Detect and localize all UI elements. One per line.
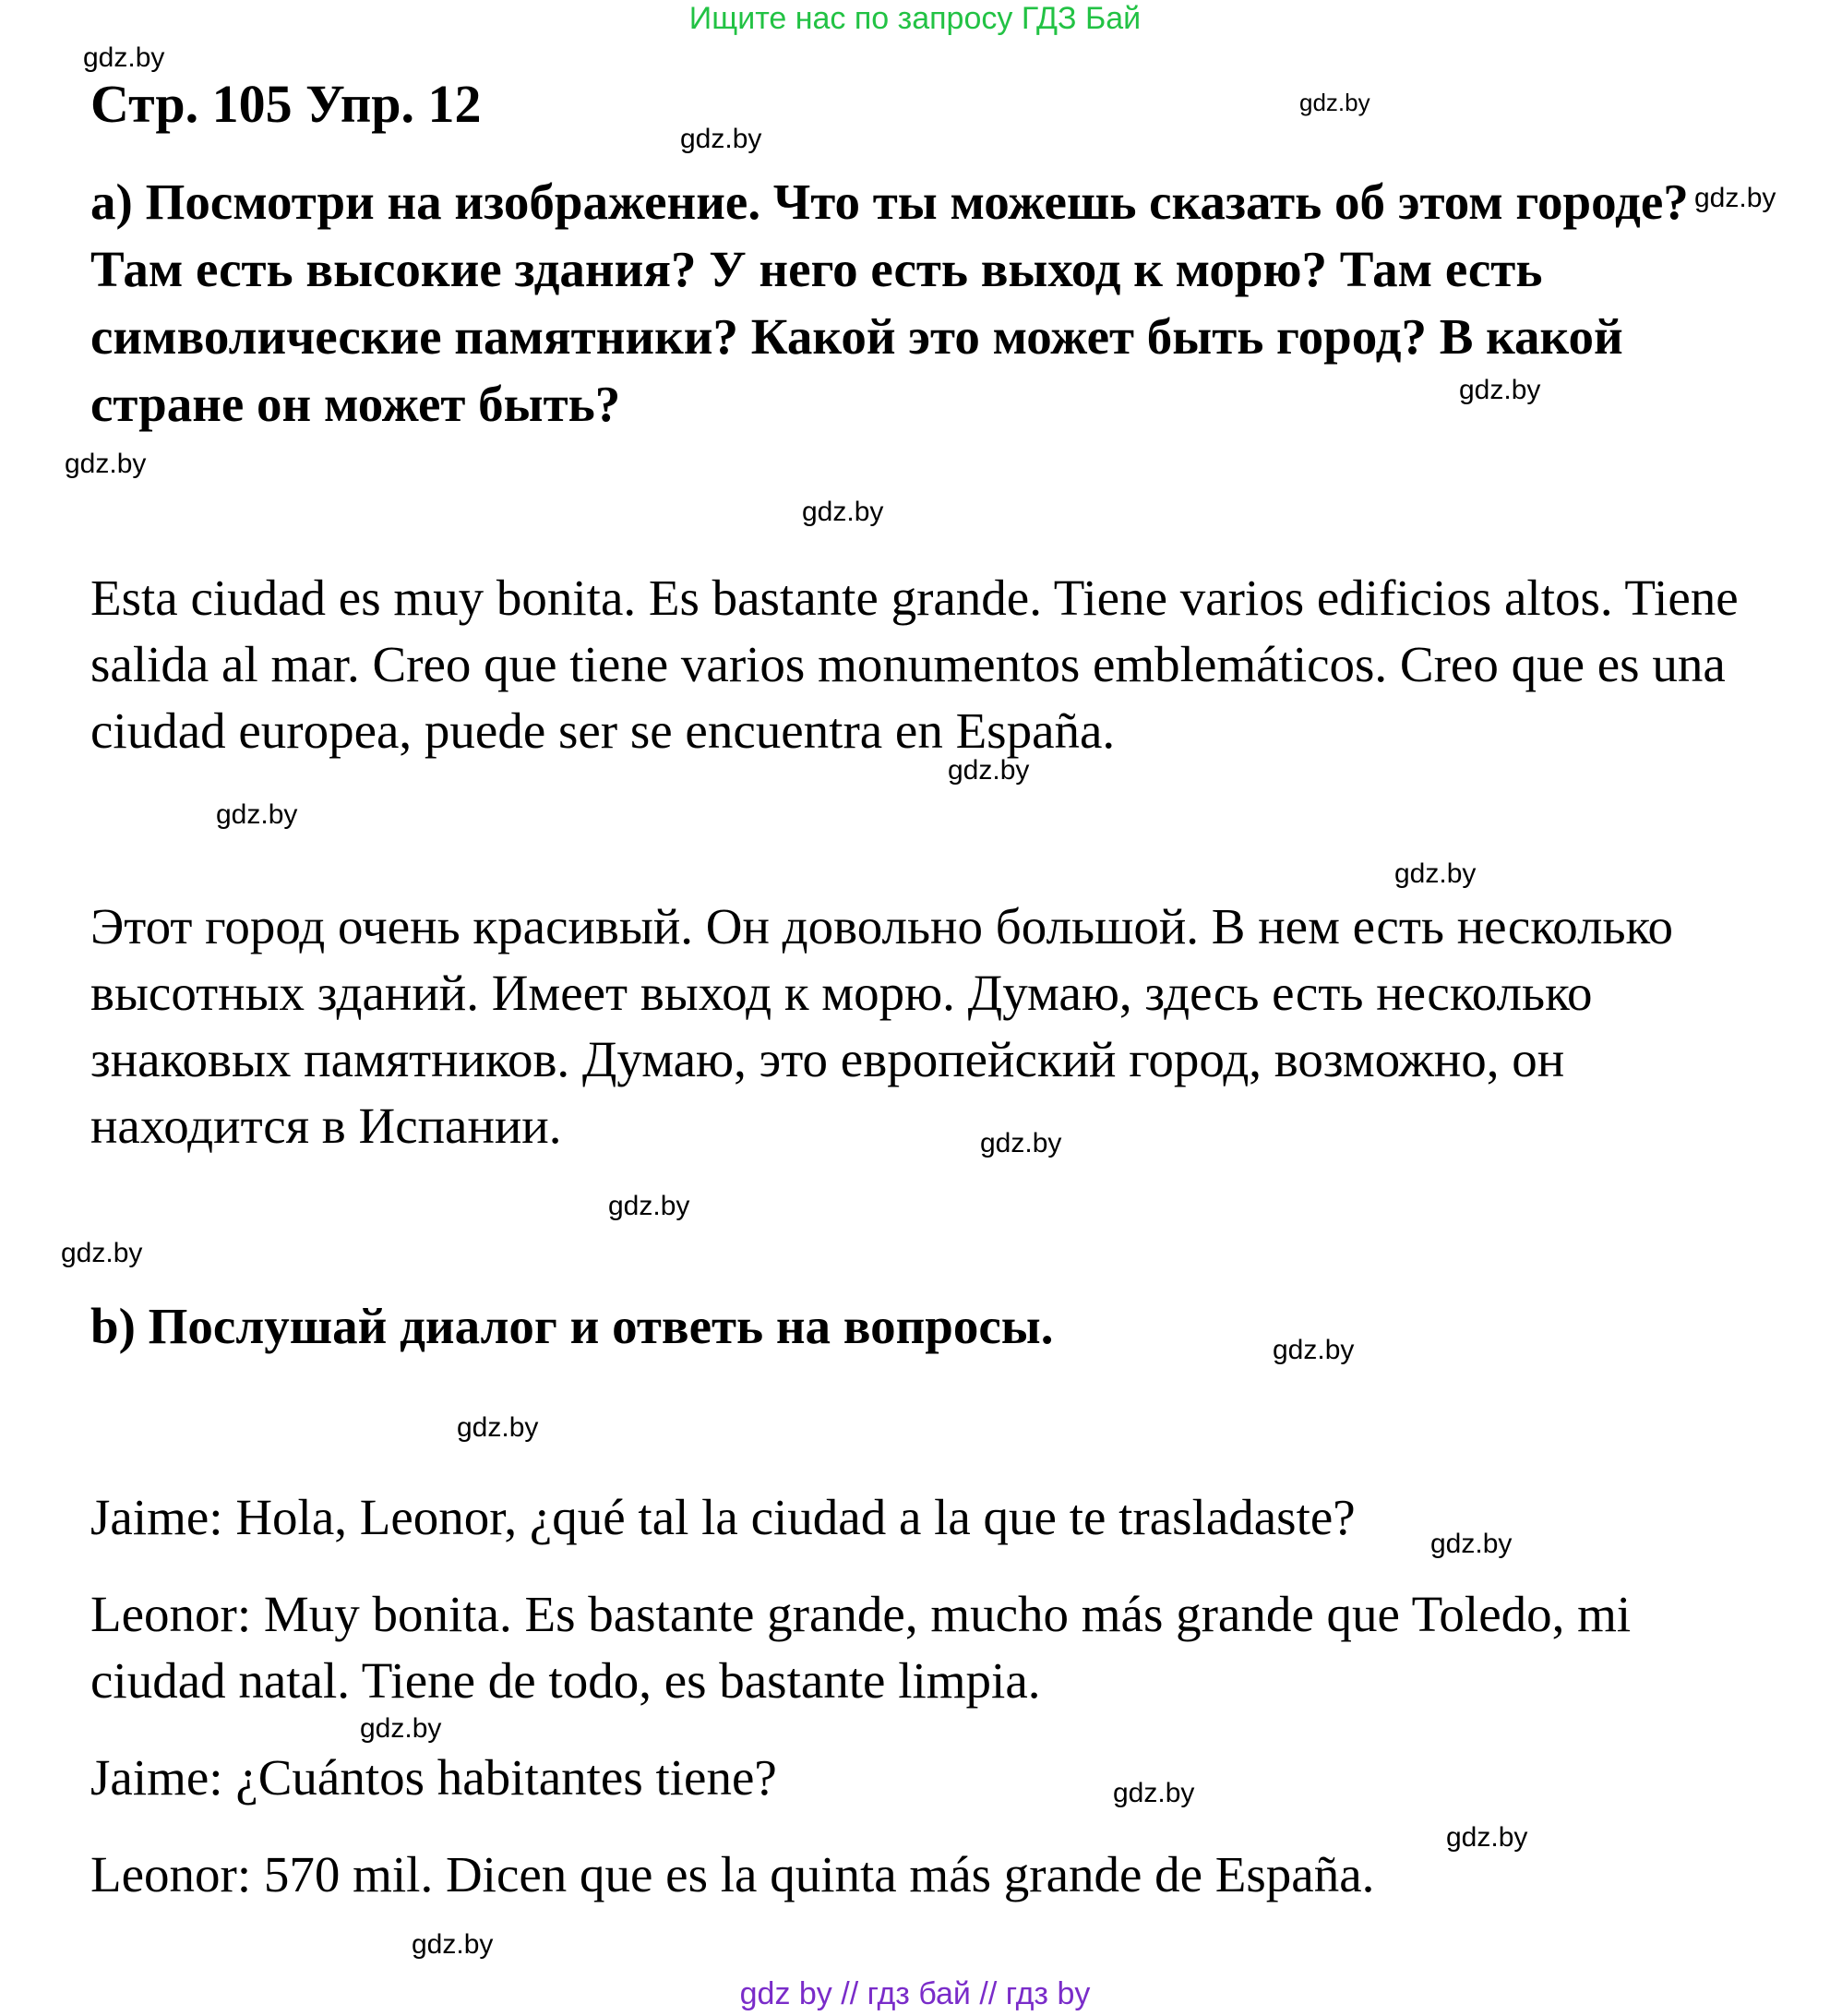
watermark: gdz.by xyxy=(980,1128,1062,1158)
dialogue-line: Leonor: 570 mil. Dicen que es la quinta más grande de España. xyxy=(90,1846,1375,1902)
watermark: gdz.by xyxy=(1430,1529,1513,1559)
watermark: gdz.by xyxy=(412,1929,494,1960)
watermark: gdz.by xyxy=(608,1191,690,1221)
watermark: gdz.by xyxy=(360,1713,442,1744)
task-b-heading: b) Послушай диалог и ответь на вопросы. xyxy=(90,1298,1054,1354)
watermark: gdz.by xyxy=(1446,1822,1528,1853)
task-a-heading: a) Посмотри на изображение. Что ты можешь сказать об этом городе? Там есть высокие здания? У него есть выход к морю? Там есть символические памятники? Какой это может быть город? В какой стране он может быть? xyxy=(90,174,1689,432)
watermark: gdz.by xyxy=(61,1238,143,1268)
watermark: gdz.by xyxy=(1273,1335,1355,1365)
watermark: gdz.by xyxy=(1459,375,1541,405)
dialogue-line: Jaime: ¿Cuántos habitantes tiene? xyxy=(90,1749,777,1806)
watermark: gdz.by xyxy=(1694,183,1776,213)
watermark: gdz.by xyxy=(680,124,762,154)
dialogue-line: Jaime: Hola, Leonor, ¿qué tal la ciudad a la que te trasladaste? xyxy=(90,1489,1356,1545)
dialogue-line: Leonor: Muy bonita. Es bastante grande, mucho más grande que Toledo, mi ciudad natal. Tiene de todo, es bastante limpia. xyxy=(90,1586,1632,1709)
promo-banner: Ищите нас по запросу ГДЗ Бай xyxy=(688,1,1142,36)
watermark: gdz.by xyxy=(948,755,1030,786)
watermark: gdz.by xyxy=(802,497,884,527)
answer-spanish: Esta ciudad es muy bonita. Es bastante grande. Tiene varios edificios altos. Tiene salida al mar. Creo que tiene varios monumentos emblemáticos. Creo que es una ciudad europea, puede ser se encuentra en España. xyxy=(90,570,1739,759)
watermark: gdz.by xyxy=(65,449,147,479)
watermark: gdz.by xyxy=(1394,858,1477,889)
watermark: gdz.by xyxy=(1113,1778,1195,1808)
page-title: Стр. 105 Упр. 12 xyxy=(90,74,482,134)
watermark: gdz.by xyxy=(1299,89,1370,116)
answer-russian: Этот город очень красивый. Он довольно большой. В нем есть несколько высотных зданий. Имеет выход к морю. Думаю, здесь есть несколько знаковых памятников. Думаю, это европейский город, возможно, он находится в Испании. xyxy=(90,898,1673,1154)
watermark: gdz.by xyxy=(457,1412,539,1443)
watermark: gdz.by xyxy=(83,42,165,73)
watermark: gdz.by xyxy=(216,799,298,830)
footer-links: gdz by // гдз бай // гдз by xyxy=(739,1976,1091,2011)
